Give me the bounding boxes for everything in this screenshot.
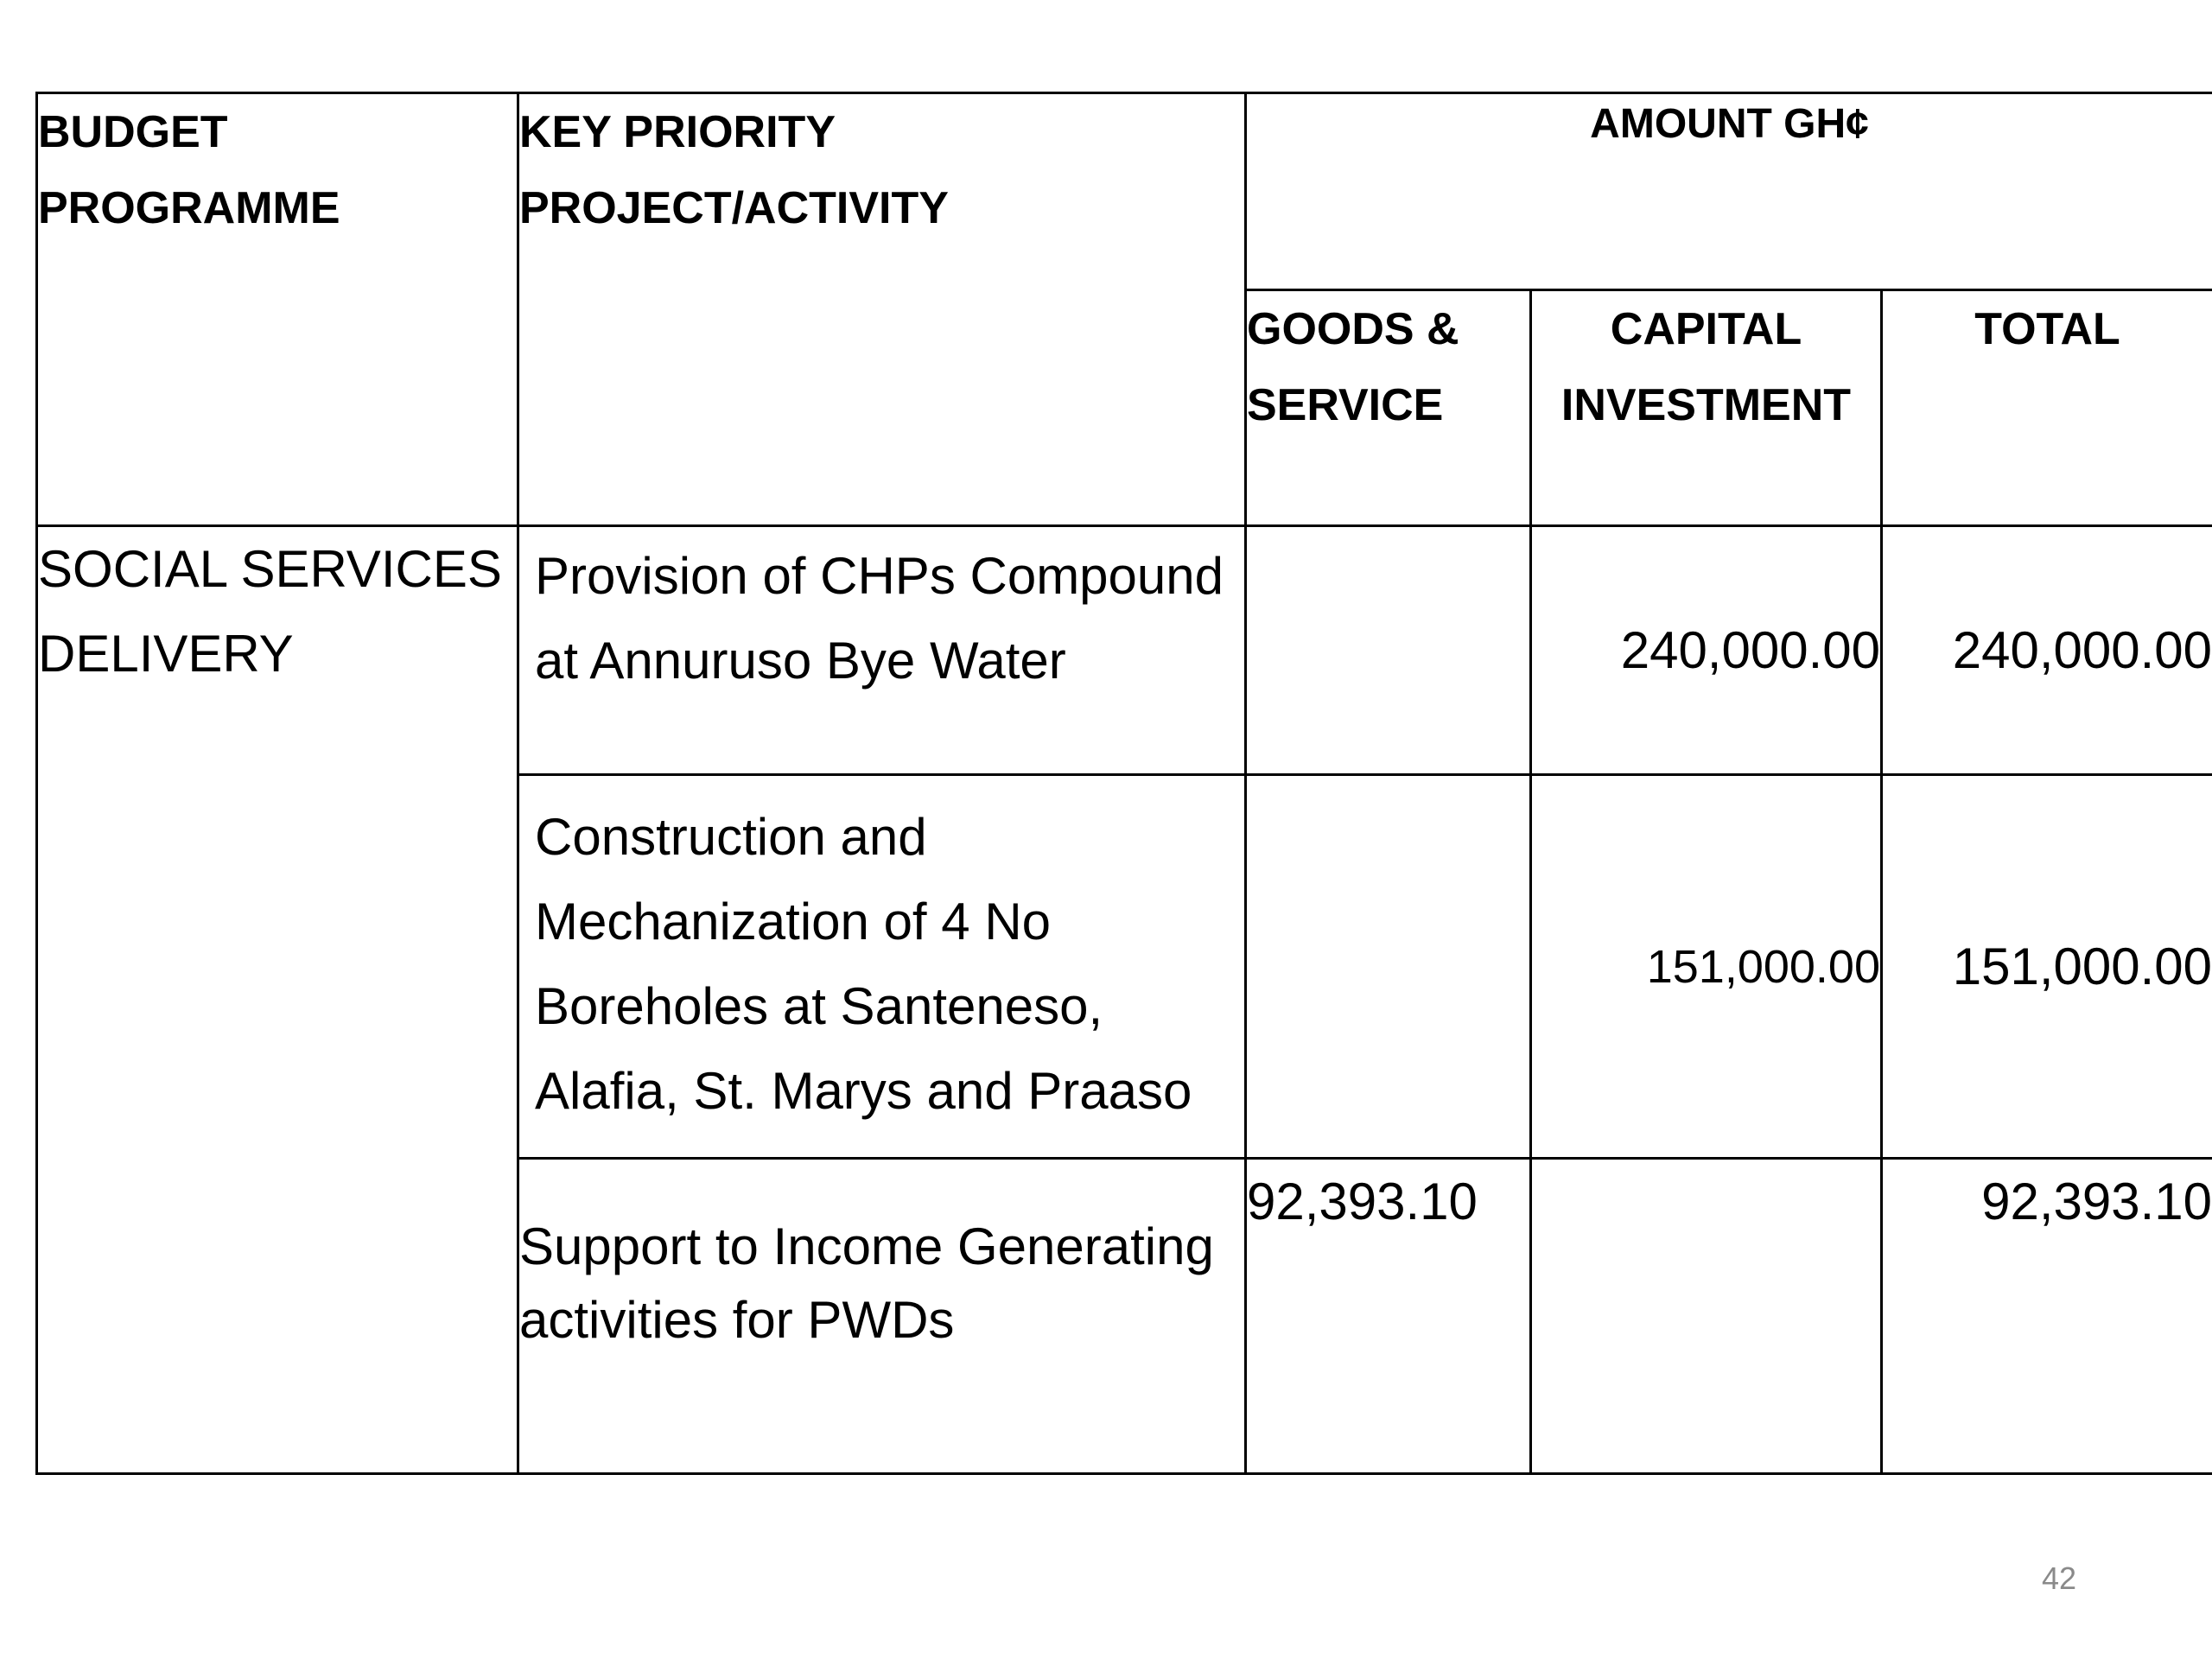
goods-service-cell [1246,1159,1531,1474]
budget-table [35,92,2212,1475]
programme-cell [37,526,518,1474]
table-row [37,526,2212,775]
header-budget-programme-label: BUDGET PROGRAMME [38,107,340,233]
total-value: 240,000.00 [1952,620,2212,679]
capital-investment-cell [1531,775,1882,1159]
activity-text: Construction and Mechanization of 4 No Boreholes at Santeneso, Alafia, St. Marys and Praaso [535,808,1192,1120]
header-total [1882,290,2212,526]
header-amount-label: AMOUNT GH¢ [1590,101,1869,147]
total-cell [1882,1159,2212,1474]
capital-investment-cell [1531,526,1882,775]
header-capital-investment-label: CAPITAL INVESTMENT [1560,304,1852,430]
total-value: 151,000.00 [1952,937,2212,995]
goods-service-cell [1246,775,1531,1159]
total-cell [1882,526,2212,775]
page-number: 42 [2041,1560,2077,1596]
activity-cell [518,526,1246,775]
activity-text: Provision of CHPs Compound at Annuruso Bye Water [535,547,1224,690]
header-key-priority [518,93,1246,526]
capital-investment-cell [1531,1159,1882,1474]
activity-text: Support to Income Generating activities for PWDs [519,1217,1214,1349]
header-goods-service [1246,290,1531,526]
goods-service-cell [1246,526,1531,775]
header-row-top [37,93,2212,290]
programme-label: SOCIAL SERVICES DELIVERY [38,540,502,683]
activity-cell [518,775,1246,1159]
activity-cell [518,1159,1246,1474]
total-value: 92,393.10 [1981,1173,2212,1230]
header-goods-service-label: GOODS & SERVICE [1247,304,1459,430]
capital-investment-value: 151,000.00 [1646,940,1880,993]
header-total-label: TOTAL [1974,304,2120,354]
header-capital-investment [1531,290,1882,526]
goods-service-value: 92,393.10 [1247,1173,1478,1230]
header-budget-programme [37,93,518,526]
header-key-priority-label: KEY PRIORITY PROJECT/ACTIVITY [519,107,949,233]
capital-investment-value: 240,000.00 [1620,620,1880,679]
header-amount [1246,93,2212,290]
total-cell [1882,775,2212,1159]
